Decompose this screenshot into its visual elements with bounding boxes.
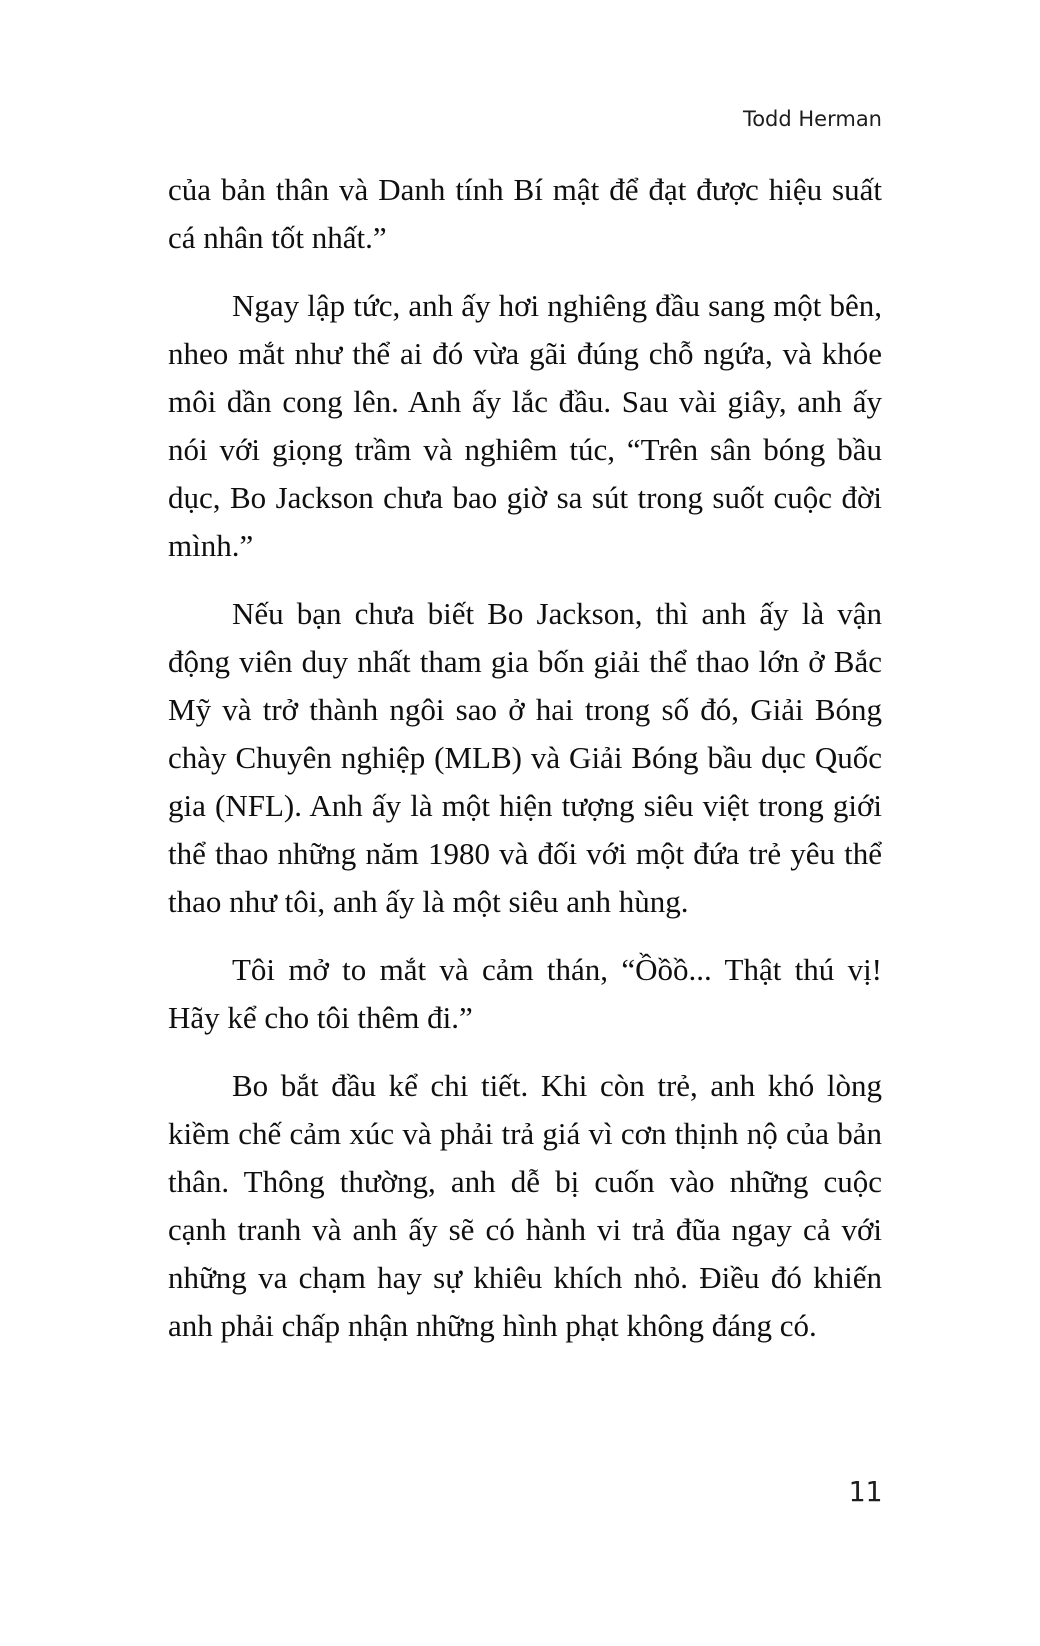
paragraph: Tôi mở to mắt và cảm thán, “Ồồồ... Thật thú vị! Hãy kể cho tôi thêm đi.” (168, 952, 882, 1035)
running-header-author: Todd Herman (742, 107, 882, 131)
paragraph: Ngay lập tức, anh ấy hơi nghiêng đầu sang một bên, nheo mắt như thể ai đó vừa gãi đúng chỗ ngứa, và khóe môi dần cong lên. Anh ấy lắc đầu. Sau vài giây, anh ấy nói với giọng trầm và nghiêm túc, “Trên sân bóng bầu dục, Bo Jackson chưa bao giờ sa sút trong suốt cuộc đời mình.” (168, 288, 882, 563)
page-content (168, 166, 882, 1350)
paragraph: Bo bắt đầu kể chi tiết. Khi còn trẻ, anh khó lòng kiềm chế cảm xúc và phải trả giá vì cơn thịnh nộ của bản thân. Thông thường, anh dễ bị cuốn vào những cuộc cạnh tranh và anh ấy sẽ có hành vi trả đũa ngay cả với những va chạm hay sự khiêu khích nhỏ. Điều đó khiến anh phải chấp nhận những hình phạt không đáng có. (168, 1068, 882, 1343)
paragraph: Nếu bạn chưa biết Bo Jackson, thì anh ấy là vận động viên duy nhất tham gia bốn giải thể thao lớn ở Bắc Mỹ và trở thành ngôi sao ở hai trong số đó, Giải Bóng chày Chuyên nghiệp (MLB) và Giải Bóng bầu dục Quốc gia (NFL). Anh ấy là một hiện tượng siêu việt trong giới thể thao những năm 1980 và đối với một đứa trẻ yêu thể thao như tôi, anh ấy là một siêu anh hùng. (168, 596, 882, 919)
page-number: 11 (848, 1475, 882, 1508)
paragraph: của bản thân và Danh tính Bí mật để đạt được hiệu suất cá nhân tốt nhất.” (168, 172, 882, 255)
